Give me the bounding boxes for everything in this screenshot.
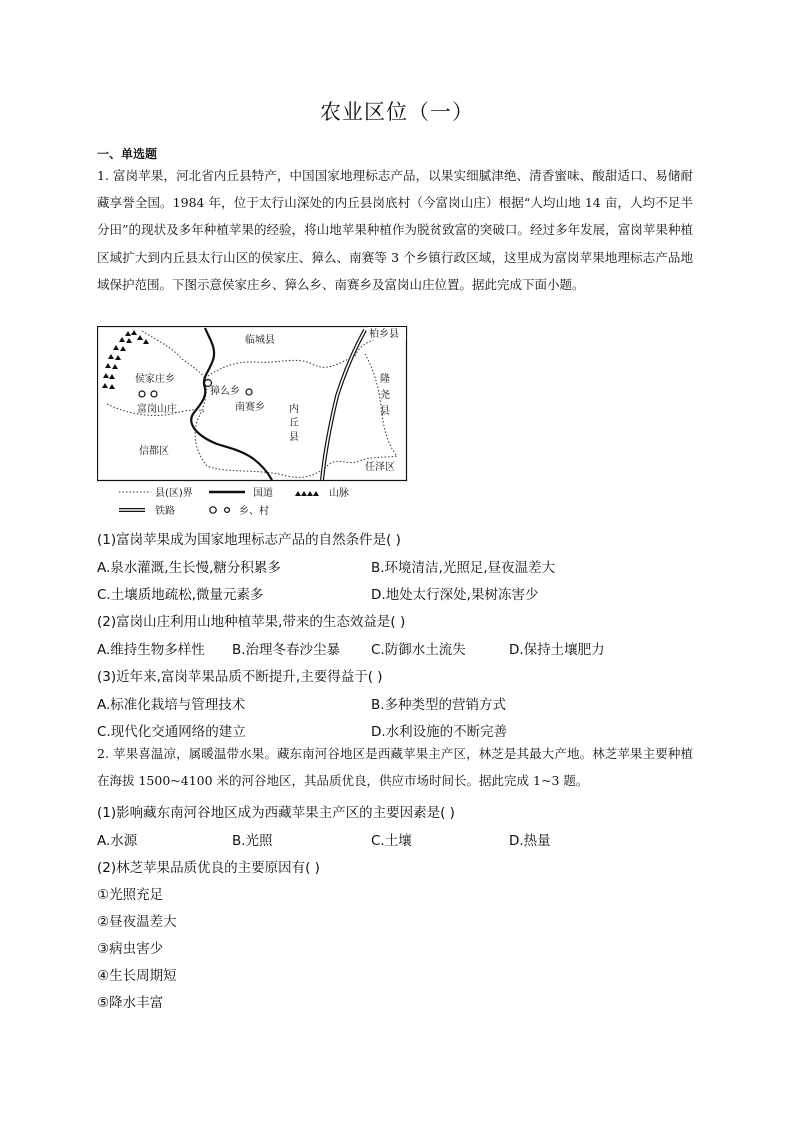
map-label-nansai: 南赛乡 <box>235 402 265 413</box>
q1-sub2-option-d[interactable]: D.保持土壤肥力 <box>509 642 605 658</box>
legend-boundary: 县(区)界 <box>155 488 193 499</box>
q2-sub1-option-c[interactable]: C.土壤 <box>371 833 412 849</box>
q2-sub2-item-2: ②昼夜温差大 <box>97 914 177 930</box>
q2-sub1-stem: (1)影响藏东南河谷地区成为西藏苹果主产区的主要因素是( ) <box>97 805 455 821</box>
q2-sub2-stem: (2)林芝苹果品质优良的主要原因有( ) <box>97 860 320 876</box>
location-map <box>97 326 409 520</box>
question-2-passage: 2. 苹果喜温凉，属暖温带水果。藏东南河谷地区是西藏苹果主产区，林芝是其最大产地。林芝苹果主要种植在海拔 1500~4100 米的河谷地区，其品质优良，供应市场时间长。据此完成 1~3 题。 <box>97 746 693 789</box>
map-label-lincheng: 临城县 <box>245 335 275 346</box>
q1-sub1-option-d[interactable]: D.地处太行深处,果树冻害少 <box>371 587 539 603</box>
map-label-neiqiu-2: 丘 <box>289 418 299 429</box>
q1-sub3-option-b[interactable]: B.多种类型的营销方式 <box>371 697 507 713</box>
q1-sub2-option-a[interactable]: A.维持生物多样性 <box>97 642 205 658</box>
q2-sub2-item-4: ④生长周期短 <box>97 968 177 984</box>
q1-sub2-stem: (2)富岗山庄利用山地种植苹果,带来的生态效益是( ) <box>97 614 406 630</box>
map-label-xindu: 信都区 <box>139 446 169 457</box>
question-1-passage: 1. 富岗苹果，河北省内丘县特产，中国国家地理标志产品，以果实细腻津绝、清香蜜味、酸甜适口、易储耐藏享誉全国。1984 年，位于太行山深处的内丘县岗底村（今富岗山庄）根据“人均山地 14 亩，人均不足半分田”的现状及多年种植苹果的经验，将山地苹果种植作为脱贫致富的突破口。经过多年发展，富岗苹果种植区域扩大到内丘县太行山区的侯家庄、獐么、南赛等 3 个乡镇行政区域，这里成为富岗苹果地理标志产品地域保护范围。下图示意侯家庄乡、獐么乡、南赛乡及富岗山庄位置。据此完成下面小题。 <box>97 168 693 292</box>
railway <box>322 330 365 480</box>
q1-sub3-option-d[interactable]: D.水利设施的不断完善 <box>371 724 508 740</box>
q1-sub3-stem: (3)近年来,富岗苹果品质不断提升,主要得益于( ) <box>97 669 383 685</box>
map-label-baixiang: 柏乡县 <box>369 329 399 340</box>
section-label: 一、单选题 <box>97 147 158 161</box>
q1-sub3-option-c[interactable]: C.现代化交通网络的建立 <box>97 724 246 740</box>
legend-railway: 铁路 <box>155 506 175 517</box>
map-label-zhangme: 獐么乡 <box>210 386 240 397</box>
map-label-longyao-3: 县 <box>380 406 390 417</box>
q2-sub1-option-d[interactable]: D.热量 <box>509 833 551 849</box>
q1-sub1-option-b[interactable]: B.环境清洁,光照足,昼夜温差大 <box>371 560 556 576</box>
map-label-neiqiu-1: 内 <box>289 404 299 415</box>
q2-sub1-option-b[interactable]: B.光照 <box>232 833 273 849</box>
map-label-houjiazhuang: 侯家庄乡 <box>135 374 175 385</box>
map-label-neiqiu-3: 县 <box>289 432 299 443</box>
q2-sub2-item-1: ①光照充足 <box>97 887 164 903</box>
legend-mountain: 山脉 <box>329 488 349 499</box>
q1-sub1-option-c[interactable]: C.土壤质地疏松,微量元素多 <box>97 587 264 603</box>
q1-sub1-stem: (1)富岗苹果成为国家地理标志产品的自然条件是( ) <box>97 532 401 548</box>
q2-sub2-item-5: ⑤降水丰富 <box>97 995 164 1011</box>
q1-sub3-option-a[interactable]: A.标准化栽培与管理技术 <box>97 697 246 713</box>
q2-sub1-option-a[interactable]: A.水源 <box>97 833 138 849</box>
q1-sub1-option-a[interactable]: A.泉水灌溉,生长慢,糖分积累多 <box>97 560 281 576</box>
q1-sub2-option-c[interactable]: C.防御水土流失 <box>371 642 466 658</box>
q2-sub2-item-3: ③病虫害少 <box>97 941 164 957</box>
page-title: 农业区位（一） <box>320 100 474 124</box>
legend-village: 乡、村 <box>239 506 269 517</box>
map-label-longyao-1: 隆 <box>380 374 390 385</box>
map-legend <box>119 486 349 517</box>
legend-highway: 国道 <box>253 488 273 499</box>
map-label-renze: 任泽区 <box>365 462 395 473</box>
map-label-longyao-2: 尧 <box>380 390 390 401</box>
map-label-fugang: 富岗山庄 <box>137 404 177 415</box>
q1-sub2-option-b[interactable]: B.治理冬春沙尘暴 <box>232 642 341 658</box>
